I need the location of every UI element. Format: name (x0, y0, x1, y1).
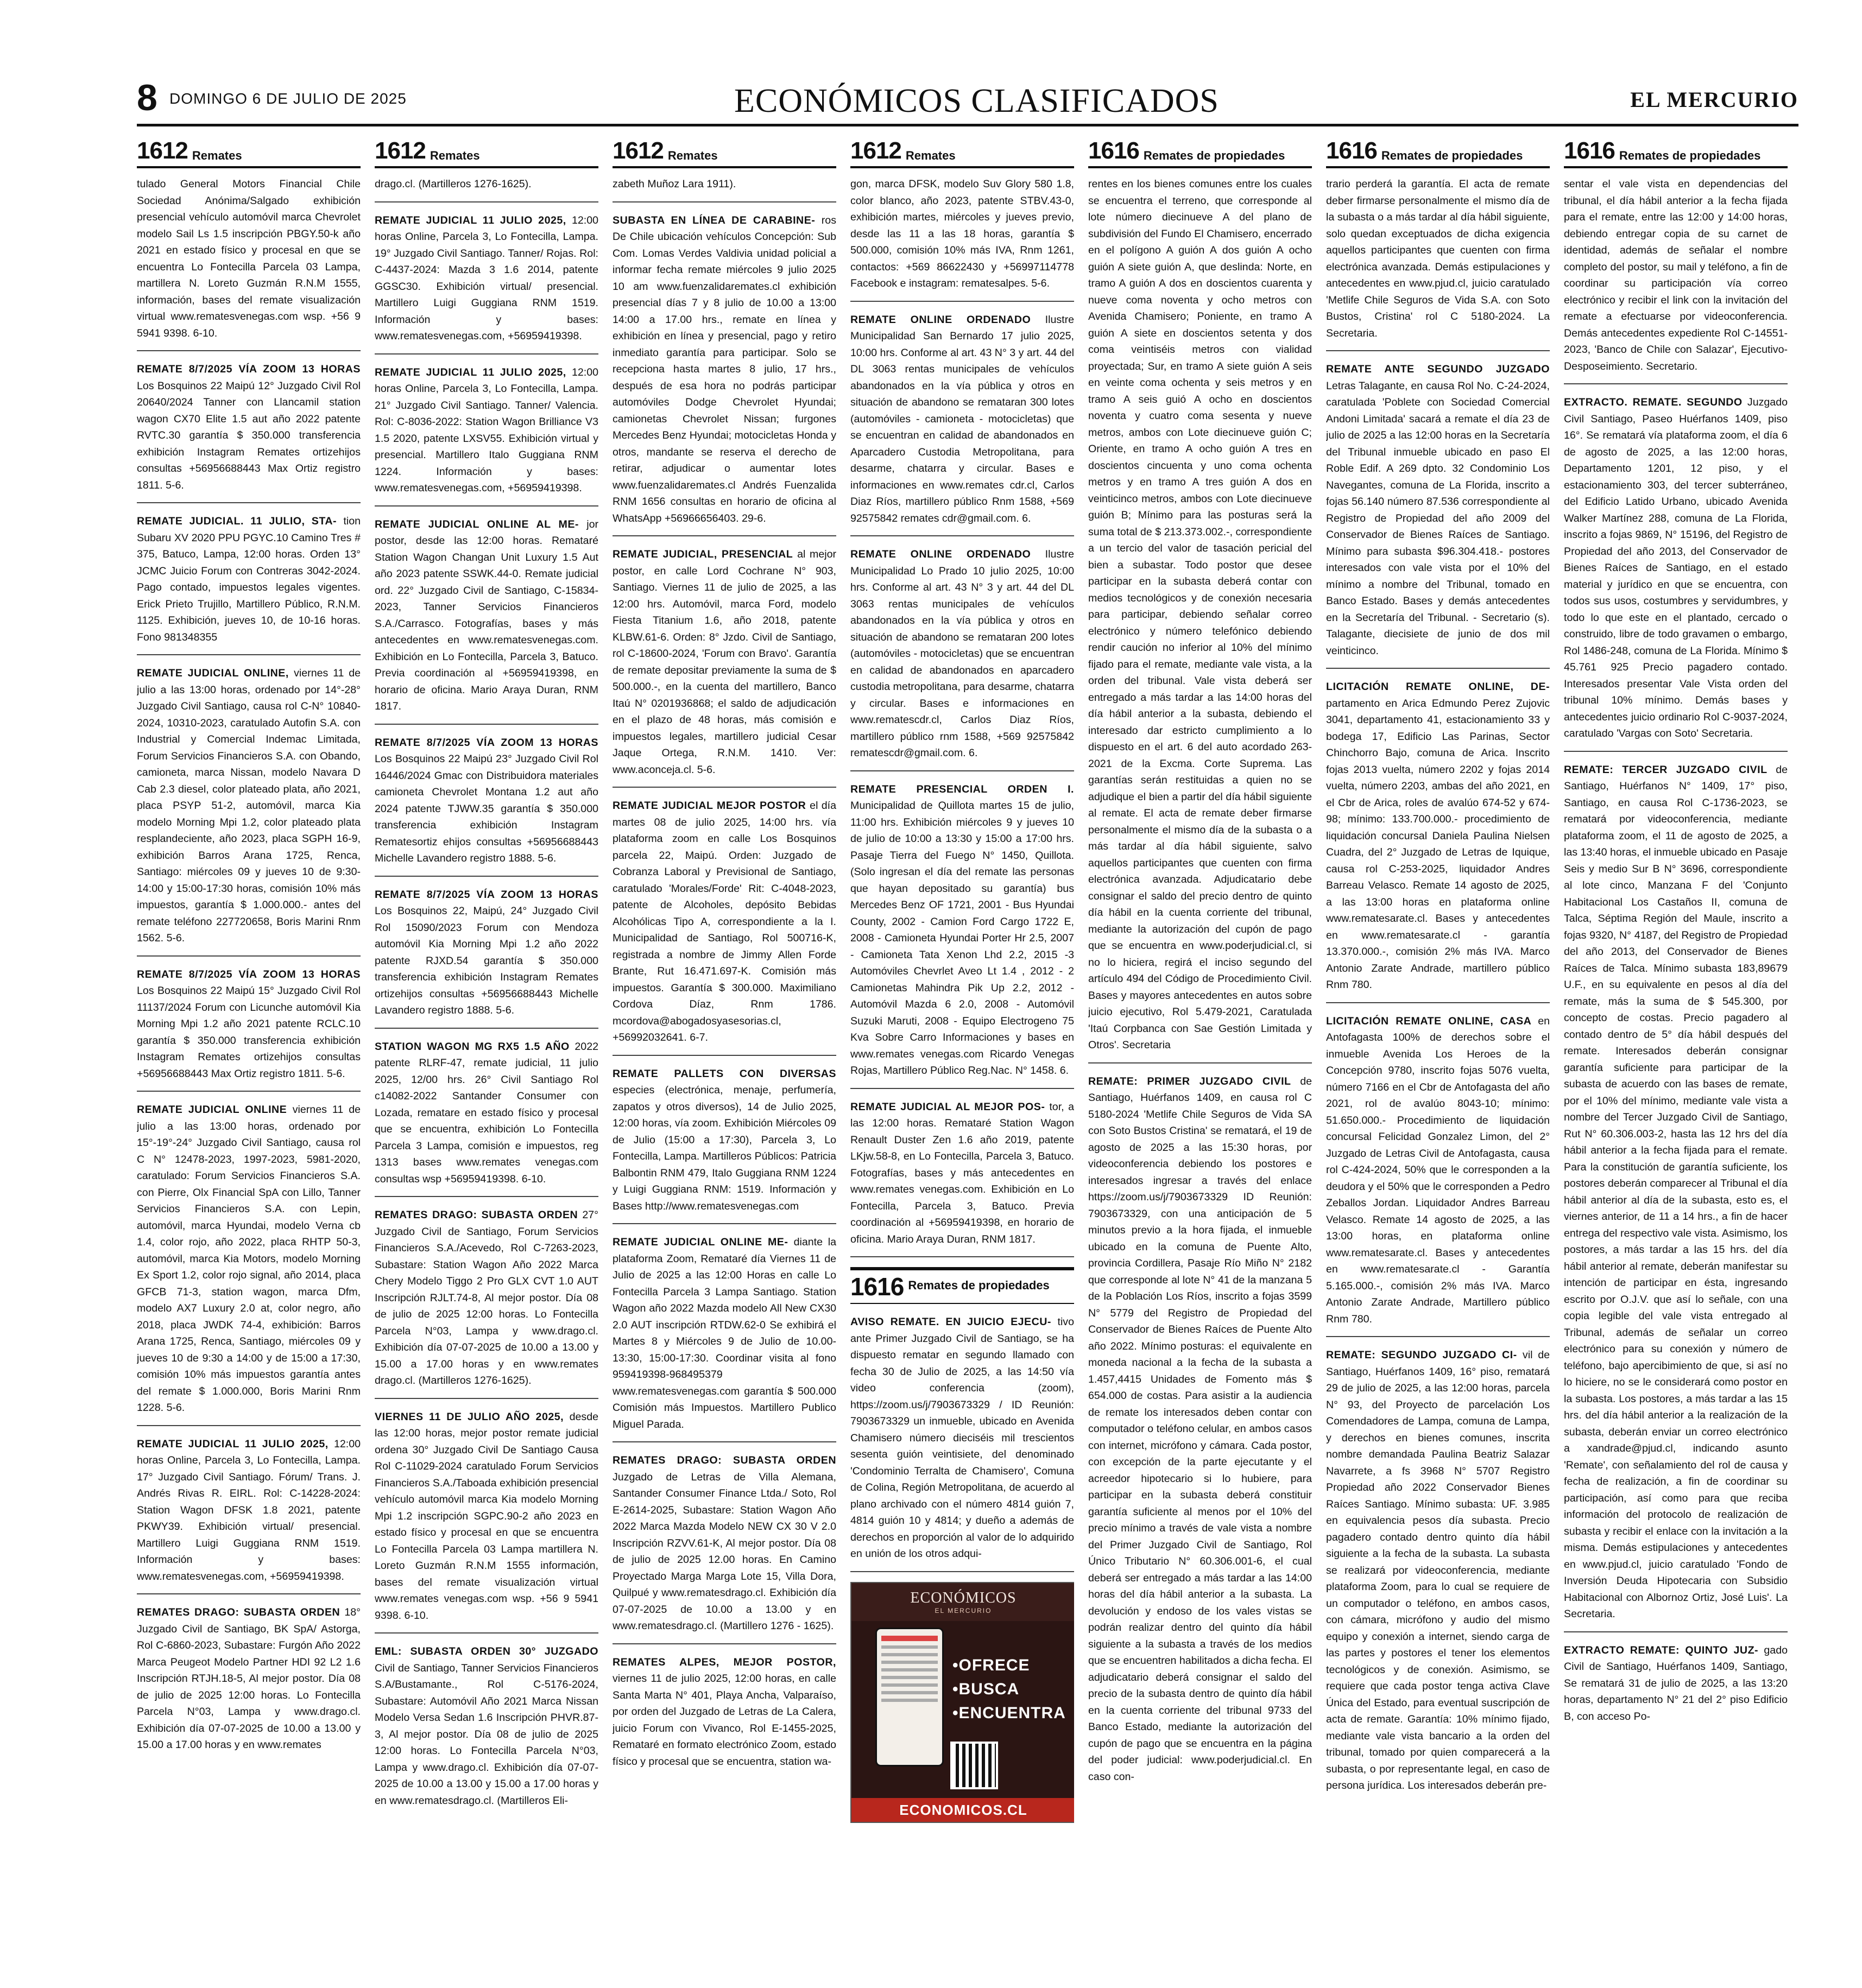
column-body (1088, 168, 1312, 1794)
ad-text: Juzgado Civil Santiago, Paseo Huérfanos 1409, piso 16°. Se rematará vía plataforma zoom, el día 6 de agosto de 2025, a las 12:00 horas, Departamento 1201, 12 piso, y el estacionamiento 303, del tercer subterráneo, del Edificio Latido Urbano, ubicado Avenida Walker Martínez 288, comuna de La Florida, inscrito a fojas 9869, N° 15196, del Registro de Propiedad del año 2013, del Conservador de Bienes Raíces de Santiago, en el estado material y jurídico en que se encuentra, con todos sus usos, costumbres y servidumbres, y todo lo que este en el plantado, cercado o construido, libre de todo gravamen o embargo, Rol 1486-248, comuna de La Florida. Mínimo $ 45.761 925 Precio pagadero contado. Interesados presentar Vale Vista orden del tribunal 10% mínimo. Demás bases y antecedentes juicio ordinario Rol C-9037-2024, caratulado 'Vargas con Soto' Secretaria. (1564, 396, 1788, 739)
column-body (850, 168, 1074, 1823)
ad-text: Juzgado de Letras de Villa Alemana, Santander Consumer Finance Ltda./ Soto, Rol E-2614-2025, Subastare: Station Wagon Año 2022 Marca Mazda Modelo NEW CX 30 V 2.0 Inscripción RZVV.61-K, Al mejor postor. Día 08 de julio de 2025 12.00 horas. En Camino Proyectado Marga Marga Lote 15, Villa Dora, Quilpué y www.rematesdrago.cl. Exhibición día 07-07-2025 de 10.00 a 13.00 y en www.rematesdrago.cl. (Martillero 1276 - 1625). (613, 1471, 836, 1632)
ad-text: gon, marca DFSK, modelo Suv Glory 580 1.8, color blanco, año 2023, patente STBV.43-0, exhibición martes, miércoles y jueves previo, desde las 11 a las 18 horas, garantía $ 500.000, comisión 10% más IVA, Rnm 1261, contactos: +569 86622430 y +56997114778 Facebook e instagram: rematesalpes. 5-6. (850, 178, 1074, 289)
ad-text: tivo ante Primer Juzgado Civil de Santiago, se ha dispuesto rematar en segundo llamado con fecha 30 de Julio de 2025, a las 14:50 vía video conferencia (zoom), https://zoom.us/j/7903673329 / ID Reunión: 7903673329 un inmueble, ubicado en Avenida Chamisero número dieciséis mil trescientos sesenta guión veintisiete, del denominado 'Condominio Terralta de Chamisero', Comuna de Colina, Región Metropolitana, de acuerdo al plano archivado con el número 4814 guión 7, 4814 guión 10 y 4814; y dueño a además de derechos en proporción al valor de lo adquirido en unión de los otros adqui- (850, 1316, 1074, 1560)
ad-lead: REMATE JUDICIAL 11 JULIO 2025, (375, 366, 572, 378)
phone-illustration (875, 1628, 944, 1767)
classified-ad (1326, 176, 1550, 351)
column-section-header (1088, 130, 1312, 168)
ad-text: Los Bosquinos 22 Maipú 12° Juzgado Civil Rol 20640/2024 Tanner con Llancamil station wagon CX70 Elite 1.5 aut año 2022 patente RVTC.30 garantía $ 350.000 transferencia exhibición Instagram Remates ortizehijos consultas +56956688443 Max Ortiz registro 1811. 5-6. (137, 379, 361, 491)
classified-ad (1088, 1073, 1312, 1794)
phone-screen-line (881, 1699, 938, 1702)
classified-ad (137, 176, 361, 351)
ad-text: viernes 11 de julio 2025, 12:00 horas, en calle Santa Marta N° 401, Playa Ancha, Valparaíso, por orden del Juzgado de Letras de La Calera, juicio Forum con Vivanco, Rol E-1455-2025, Remataré en formato electrónico Zoom, estado físico y procesal que se encuentra, station wa- (613, 1673, 836, 1768)
classified-ad (375, 1643, 598, 1818)
classified-ad (850, 176, 1074, 302)
classified-column (850, 130, 1074, 1979)
ad-text: 2022 patente RLRF-47, remate judicial, 11 julio 2025, 12/00 hrs. 26° Civil Santiago Rol c14082-2022 Santander Consumer con Lozada, rematare en estado físico y procesal que se encuentra, exhibición Lo Fontecilla Parcela 3 Lampa, comisión e impuestos, reg 1313 bases www.remates venegas.com consultas wsp +56959419398. 6-10. (375, 1040, 598, 1185)
ad-text: Ilustre Municipalidad Lo Prado 10 julio 2025, 10:00 hrs. Conforme al art. 43 N° 3 y art. 44 del DL 3063 rentas municipales de vehículos abandonados en la vía pública y otros en situación de abandono se remataran 200 lotes (automóviles - motocicletas) que se encuentran en calidad de abandonados en aparcadero custodia metropolitana, para desarme, chatarra y circular. Bases e informaciones en www.rematescdr.cl, Carlos Diaz Ríos, martillero público rnm 1588, +569 92575842 rematescdr@gmail.com. 6. (850, 548, 1074, 759)
column-body (375, 168, 598, 1818)
section-name: Remates de propiedades (1619, 149, 1761, 162)
ad-lead: AVISO REMATE. EN JUICIO EJECU- (850, 1316, 1058, 1328)
ad-text: Civil de Santiago, Tanner Servicios Financieros S.A/Bustamante., Rol C-5176-2024, Subastare: Automóvil Año 2021 Marca Nissan Modelo Versa Sedan 1.6 Inscripción PHVR.87-3, Al mejor postor. Día 08 de julio de 2025 12:00 horas. Lo Fontecilla Parcela N°03, Lampa y www.drago.cl. Exhibición día 07-07-2025 de 10.00 a 13.00 y 15.00 a 17.00 horas y en www.rematesdrago.cl. (Martilleros Eli- (375, 1662, 598, 1807)
section-code: 1616 (850, 1272, 904, 1301)
section-name: Remates de propiedades (908, 1278, 1050, 1292)
section-name: Remates (430, 149, 480, 162)
ad-lead: REMATES ALPES, MEJOR POSTOR, (613, 1656, 836, 1668)
inline-section-header (850, 1267, 1074, 1304)
classified-ad (137, 665, 361, 957)
ad-lead: REMATE 8/7/2025 VÍA ZOOM 13 HORAS (375, 736, 598, 749)
economicos-promo-banner[interactable] (850, 1582, 1074, 1823)
ad-lead: STATION WAGON MG RX5 1.5 AÑO (375, 1040, 575, 1053)
section-name: Remates de propiedades (1381, 149, 1523, 162)
phone-screen-line (881, 1683, 938, 1687)
column-section-header (137, 130, 361, 168)
ad-lead: REMATE JUDICIAL. 11 JULIO, STA- (137, 515, 344, 527)
phone-screen-line (881, 1691, 938, 1694)
ad-text: 12:00 horas Online, Parcela 3, Lo Fontecilla, Lampa. 21° Juzgado Civil Santiago. Tanner/ Valencia. Rol: C-8036-2022: Station Wagon Brilliance V3 1.5 2020, patente LXSV55. Exhibición virtual y presencial. Martillero Italo Guggiana RNM 1224. Información y bases: www.rematesvenegas.com, +56959419398. (375, 366, 598, 494)
classified-ad (375, 212, 598, 354)
classified-ad (613, 1452, 836, 1644)
column-section-header (1326, 130, 1550, 168)
section-code: 1616 (1564, 137, 1615, 164)
classified-ad (850, 546, 1074, 771)
promo-logo-bar (851, 1583, 1074, 1621)
promo-url[interactable]: ECONOMICOS.CL (851, 1798, 1074, 1822)
ad-lead: REMATE PALLETS CON DIVERSAS (613, 1067, 836, 1080)
promo-word: •OFRECE (952, 1656, 1030, 1674)
classified-ad (137, 361, 361, 503)
section-code: 1612 (375, 137, 426, 164)
classified-ad (613, 1654, 836, 1779)
classified-ad (850, 1099, 1074, 1258)
ad-lead: REMATE JUDICIAL ONLINE, (137, 667, 294, 679)
classified-ad (1326, 679, 1550, 1003)
ad-lead: REMATE: SEGUNDO JUZGADO CI- (1326, 1349, 1523, 1361)
section-name: Remates (667, 149, 718, 162)
section-name: Remates de propiedades (1143, 149, 1285, 162)
ad-text: ros De Chile ubicación vehículos Concepción: Sub Com. Lomas Verdes Valdivia unidad policial a informar fecha remate miércoles 9 julio 2025 10 am www.fuenzalidaremates.cl exhibición presencial días 7 y 8 julio de 10.00 a 13:00 14:00 a 17.00 hrs., remate en línea y exhibición en línea y presencial, pago y retiro inmediato garantía para participar. Solo se recepciona hasta martes 8 julio, 17 hrs., después de esa hora no podrás participar automóviles Dodge Chevrolet Hyundai; camionetas Chevrolet Nissan; furgones Mercedes Benz Hyundai; motocicletas Honda y otros, mandante se reserva el derecho de retirar, adjudicar o aumentar lotes www.fuenzalidaremates.cl Andrés Fuenzalida RNM 1656 consultas en horario de oficina al WhatsApp +56966656403. 29-6. (613, 214, 836, 524)
column-section-header (613, 130, 836, 168)
section-code: 1612 (613, 137, 664, 164)
ad-text: Los Bosquinos 22, Maipú, 24° Juzgado Civil Rol 15090/2023 Forum con Mendoza automóvil Kia Morning Mpi 1.2 año 2022 patente RJXD.54 garantía $ 350.000 transferencia exhibición Instagram Remates ortizehijos consultas +56956688443 Michelle Lavandero registro 1888. 5-6. (375, 905, 598, 1016)
ad-text: Ilustre Municipalidad San Bernardo 17 julio 2025, 10:00 hrs. Conforme al art. 43 N° 3 y art. 44 del DL 3063 rentas municipales de vehículos abandonados en la vía pública y otros en situación de abandono se remataran 300 lotes (automóviles - camioneta - motocicletas) que se encuentran en calidad de abandonados en Aparcadero Custodia Metropolitana, para desarme, chatarra y circular. Bases e informaciones en www.remates cdr.cl, Carlos Diaz Ríos, martillero público Rnm 1588, +569 92575842 remates cdr@gmail.com. 6. (850, 313, 1074, 524)
ad-lead: REMATE: PRIMER JUZGADO CIVIL (1088, 1075, 1301, 1087)
classified-ad (613, 1234, 836, 1442)
ad-text: tulado General Motors Financial Chile Sociedad Anónima/Salgado exhibición presencial vehículo automóvil marca Chevrolet modelo Sail Ls 1.5 inscripción PBGY.50-k año 2021 en estado físico y procesal en que se encuentra Lo Fontecilla Parcela 03 Lampa, martillera N. Loreto Guzmán R.N.M 1555, información, bases del remate visualización virtual www.rematesvenegas.com wsp. +56 9 5941 9398. 6-10. (137, 178, 361, 339)
ad-lead: REMATE JUDICIAL ONLINE (137, 1104, 293, 1116)
ad-text: Los Bosquinos 22 Maipú 15° Juzgado Civil Rol 11137/2024 Forum con Licunche automóvil Kia Morning Mpi 1.2 año 2021 patente RCLC.10 garantía $ 350.000 transferencia exhibición Instagram Remates ortizehijos consultas +56956688443 Max Ortiz registro 1811. 5-6. (137, 985, 361, 1080)
phone-screen-line (881, 1645, 938, 1649)
ad-lead: REMATE ONLINE ORDENADO (850, 548, 1045, 560)
ad-text: partamento en Arica Edmundo Perez Zujovic 3041, departamento 41, estacionamiento 33 y bodega 17, Edificio Las Parinas, Sector Chinchorro Bajo, comuna de Arica. Inscrito fojas 2013 vuelta, número 2202 y fojas 2014 vuelta, número 2203, ambas del año 2021, en el Cbr de Arica, roles de avalúo 674-52 y 674-98; mínimo: 133.700.000.- procedimiento de liquidación concursal Daniela Paulina Nielsen Cuadra, del 2° Juzgado de Letras de Iquique, causa rol C-253-2025, liquidador Andres Barreau Velasco. Remate 14 agosto de 2025, a las 13:00 horas en plataforma online www.rematesarate.cl. Bases y antecedentes en www.rematesarate.cl - garantía 13.370.000.-, comisión 2% más IVA. Marco Antonio Zarate Andrade, martillero público Rnm 780. (1326, 697, 1550, 991)
ad-text: tor, a las 12:00 horas. Remataré Station Wagon Renault Duster Zen 1.6 año 2019, patente LKjw.58-8, en Lo Fontecilla, Parcela 3, Batuco. Fotografías, bases y más antecedentes en www.remates venegas.com. Exhibición en Lo Fontecilla, Parcela 3, Batuco. Previa coordinación al +56959419398, en horario de oficina. Mario Araya Duran, RNM 1817. (850, 1100, 1074, 1245)
ad-text: viernes 11 de julio a las 13:00 horas, ordenado por 15°-19°-24° Juzgado Civil Santiago, causa rol C N° 12478-2023, 1997-2023, 5981-2020, caratulado: Forum Servicios Financieros S.A. con Pierre, Olx Financial SpA con Lillo, Tanner Servicios Financieros S.A. con Lepin, automóvil, marca Hyundai, modelo Verna cb 1.4, color rojo, año 2022, placa RHTP 50-3, automóvil, marca Kia Motors, modelo Morning Ex Sport 1.2, color rojo signal, año 2014, placa GFCB 71-3, station wagon, marca Dfm, modelo AX7 Luxury 2.0 at, color negro, año 2018, placa JWDK 74-4, exhibición: Barros Arana 1725, Renca, Santiago, miércoles 09 y jueves 10 de 9:30 a 14:00 y de 15:00 a 17:30, comisión 10% más impuestos garantía antes del remate $ 1.000.000, Boris Marini Rnm 1228. 5-6. (137, 1104, 361, 1414)
classified-ad (613, 212, 836, 537)
classified-ad (375, 887, 598, 1029)
ad-text: desde las 12:00 horas, mejor postor remate judicial ordena 30° Juzgado Civil De Santiago Causa Rol C-11029-2024 caratulado Forum Servicios Financieros S.A./Taboada exhibición presencial vehículo automóvil marca Kia modelo Morning Mpi 1.2 inscripción SGPC.90-2 año 2023 en estado físico y procesal en que se encuentra Lo Fontecilla Parcela 03 Lampa martillera N. Loreto Guzmán R.N.M 1555 información, bases del remate visualización virtual www.remates venegas.com wsp. +56 9 5941 9398. 6-10. (375, 1410, 598, 1622)
classified-ad (613, 1066, 836, 1225)
section-code: 1612 (850, 137, 901, 164)
ad-text: 18° Juzgado Civil de Santiago, BK SpA/ Astorga, Rol C-6860-2023, Subastare: Furgón Año 2022 Marca Peugeot Modelo Partner HDI 92 L2 1.6 Inscripción RTJH.18-5, Al mejor postor. Día 08 de julio de 2025 12:00 horas. Lo Fontecilla Parcela N°03, Lampa y www.drago.cl. Exhibición día 07-07-2025 de 10.00 a 13.00 y 15.00 a 17.00 horas y en www.remates (137, 1606, 361, 1751)
phone-screen-line (881, 1653, 938, 1656)
ad-lead: VIERNES 11 DE JULIO AÑO 2025, (375, 1410, 570, 1423)
classified-column (1564, 130, 1788, 1979)
phone-screen-bar (881, 1636, 938, 1641)
qr-code-icon (950, 1742, 998, 1789)
masthead-logo: EL MERCURIO (1630, 87, 1798, 112)
classified-column (1088, 130, 1312, 1979)
ad-lead: REMATES DRAGO: SUBASTA ORDEN (613, 1454, 836, 1466)
ad-lead: REMATE JUDICIAL MEJOR POSTOR (613, 800, 810, 812)
ad-text: 12:00 horas Online, Parcela 3, Lo Fontecilla, Lampa. 17° Juzgado Civil Santiago. Fórum/ Trans. J. Andrés Rivas R. EIRL. Rol: C-14228-2024: Station Wagon DFSK 1.8 2021, patente PKWY39. Exhibición virtual/ presencial. Martillero Luigi Guggiana RNM 1519. Información y bases: www.rematesvenegas.com, +56959419398. (137, 1438, 361, 1582)
ad-lead: REMATE JUDICIAL AL MEJOR POS- (850, 1100, 1050, 1113)
section-code: 1616 (1088, 137, 1139, 164)
classified-ad (137, 513, 361, 655)
ad-lead: EXTRACTO. REMATE. SEGUNDO (1564, 396, 1747, 408)
classified-column (613, 130, 836, 1979)
classified-ad (137, 1604, 361, 1762)
classified-ad (1088, 176, 1312, 1063)
ad-text: trario perderá la garantía. El acta de remate deber firmarse personalmente el mismo día de la subasta o a más tardar al día hábil siguiente, solo quedan exceptuados de dicha exigencia aquellos participantes que cuenten con firma electrónica avanzada. Demás estipulaciones y antecedentes en www.pjud.cl, juicio caratulado 'Metlife Chile Seguros de Vida S.A. con Soto Bustos, Cristina' rol C 5180-2024. La Secretaria. (1326, 178, 1550, 339)
ad-lead: LICITACIÓN REMATE ONLINE, CASA (1326, 1015, 1538, 1027)
page-date: DOMINGO 6 DE JULIO DE 2025 (169, 90, 407, 107)
ad-lead: LICITACIÓN REMATE ONLINE, DE- (1326, 681, 1550, 693)
classified-ad (375, 1039, 598, 1198)
ad-lead: REMATE JUDICIAL ONLINE ME- (613, 1236, 794, 1248)
classified-column (375, 130, 598, 1979)
ad-text: sentar el vale vista en dependencias del tribunal, el día hábil anterior a la fecha fijada para el remate, entre las 12:00 y 14:00 horas, debiendo entregar copia de su carnet de identidad, además de señalar el nombre completo del postor, su mail y teléfono, a fin de coordinar su participación vía correo electrónico y recibir el link con la invitación del remate a efectuarse por videoconferencia. Demás antecedentes expediente Rol C-14551-2023, 'Banco de Chile con Salazar', Ejecutivo- Desposeimiento. Secretario. (1564, 178, 1788, 372)
ad-text: jor postor, desde las 12:00 horas. Remataré Station Wagon Changan Unit Luxury 1.5 Aut año 2023 patente SSWK.44-0. Remate judicial ord. 22° Juzgado Civil de Santiago, C-15834-2023, Tanner Servicios Financieros S.A./Carrasco. Fotografías, bases y más antecedentes en www.rematesvenegas.com. Exhibición en Lo Fontecilla, Parcela 3, Batuco. Previa coordinación al +56959419398, en horario de oficina. Mario Araya Duran, RNM 1817. (375, 518, 598, 712)
phone-screen-line (881, 1676, 938, 1679)
ad-lead: REMATE ANTE SEGUNDO JUZGADO (1326, 363, 1550, 375)
ad-lead: REMATE ONLINE ORDENADO (850, 313, 1045, 326)
ad-lead: REMATE 8/7/2025 VÍA ZOOM 13 HORAS (137, 968, 361, 980)
ad-text: 12:00 horas Online, Parcela 3, Lo Fontecilla, Lampa. 19° Juzgado Civil Santiago. Tanner/ Rojas. Rol: C-4437-2024: Mazda 3 1.6 2014, patente GGSC30. Exhibición virtual/ presencial. Martillero Luigi Guggiana RNM 1519. Información y bases: www.rematesvenegas.com, +56959419398. (375, 214, 598, 342)
ad-text: de Santiago, Huérfanos 1409, en causa rol C 5180-2024 'Metlife Chile Seguros de Vida SA con Soto Bustos Cristina' se rematará, el 19 de agosto de 2025 a las 15:30 horas, por videoconferencia debiendo los postores e interesados ingresar a través del enlace https://zoom.us/j/7903673329 ID Reunión: 7903673329, con una anticipación de 5 minutos previo a la hora fijada, el inmueble ubicado en la comuna de Puente Alto, provincia Cordillera, Pasaje Río Miño N° 2182 que corresponde al lote N° 41 de la manzana 5 de la Población Los Ríos, inscrito a fojas 3599 N° 5779 del Registro de Propiedad del Conservador de Bienes Raíces de Puente Alto año 2022. Mínimo posturas: el equivalente en moneda nacional a la fecha de la subasta a 1.457,4415 Unidades de Fomento más $ 654.000 de costas. Para asistir a la audiencia de remate los interesados deben contar con computador o teléfono celular, en ambos casos con internet, micrófono y cámara. Cada postor, con excepción de la parte ejecutante y el acreedor hipotecario si lo hubiere, para participar en la subasta deberá constituir garantía suficiente al menos por el 10% del precio mínimo a través de vale vista a nombre del Primer Juzgado Civil de Santiago, Rol Único Tributario N° 60.306.001-6, el cual deberá ser entregado a más tardar a las 14:00 horas del día hábil anterior a la subasta. La devolución y endoso de los vales vistas se podrán realizar dentro del quinto día hábil siguiente a la subasta a través de los medios que se encuentren habilitados a dicha fecha. El adjudicatario deberá consignar el saldo del precio de la subasta dentro de quinto día hábil en la cuenta corriente del tribunal 9733 del Banco Estado, mediante la autorización del cupón de pago que se encuentra en la página del poder judicial: www.poderjudicial.cl. En caso con- (1088, 1075, 1312, 1783)
classified-ad (137, 966, 361, 1092)
ad-lead: EML: SUBASTA ORDEN 30° JUZGADO (375, 1645, 598, 1657)
column-body (137, 168, 361, 1762)
classified-ad (1564, 1642, 1788, 1734)
ad-text: Municipalidad de Quillota martes 15 de julio, 11:00 hrs. Exhibición miércoles 9 y jueves 10 de julio de 10:00 a 13:30 y 15:00 a 17:00 hrs. Pasaje Tierra del Fuego N° 1450, Quillota. (Solo ingresan el día del remate las personas que hayan depositado su garantía) bus Mercedes Benz OF 1721, 2001 - Bus Hyundai County, 2002 - Camion Ford Cargo 1722 E, 2008 - Camioneta Hyundai Porter Hr 2.5, 2007 - Camioneta Tata Xenon Lhd 2.2, 2015 -3 Automóviles Chevrlet Aveo Lt 1.4 , 2012 - 2 Camionetas Mahindra Pik Up 2.2, 2012 -Automóvil Mazda 6 2.0, 2008 - Automóvil Suzuki Maruti, 2008 - Equipo Electrogeno 75 Kva Sobre Carro Informaciones y bases en www.remates venegas.com Ricardo Venegas Rojas, Martillero Público Reg.Nac. N° 1458. 6. (850, 800, 1074, 1077)
ad-text: especies (electrónica, menaje, perfumería, zapatos y otros diversos), 14 de Julio 2025, 12:00 horas, vía zoom. Exhibición Miércoles 09 de Julio (15:00 a 17:30), Parcela 3, Lo Fontecilla, Lampa. Martilleros Públicos: Patricia Balbontin RNM 479, Italo Guggiana RNM 1224 y Luigi Guggiana RNM: 1519. Información y Bases http://www.rematesvenegas.com (613, 1084, 836, 1212)
classified-ad (1564, 394, 1788, 752)
classified-ad (375, 735, 598, 877)
promo-logo: ECONÓMICOS (910, 1589, 1017, 1606)
ad-lead: EXTRACTO REMATE: QUINTO JUZ- (1564, 1644, 1764, 1656)
ad-text: tion Subaru XV 2020 PPU PGYC.10 Camino Tres # 375, Batuco, Lampa, 12:00 horas. Orden 13° JCMC Juicio Forum con Contreras 3042-2024. Pago contado, impuestos legales vigentes. Erick Prieto Trujillo, Martillero Público, R.N.M. 1125. Exhibición, jueves 10, de 10-16 horas. Fono 981348355 (137, 515, 361, 643)
ad-lead: REMATE JUDICIAL 11 JULIO 2025, (137, 1438, 334, 1450)
classified-ad (850, 781, 1074, 1089)
classified-ad (613, 546, 836, 788)
ad-text: vil de Santiago, Huérfanos 1409, 16° piso, rematará 29 de julio de 2025, a las 12:00 horas, parcela N° 93, del Proyecto de parcelación Los Comendadores de Lampa, comuna de Lampa, y derechos en bienes comunes, inscrita nombre demandada Paulina Beatriz Salazar Navarrete, a fs 3968 N° 5707 Registro Propiedad año 2022 Conservador Bienes Raíces Santiago. Mínimo subasta: UF. 3.985 en equivalencia pesos día subasta. Precio pagadero contado dentro quinto día hábil siguiente a la fecha de la subasta. La subasta se realizará por videoconferencia, mediante plataforma Zoom, para lo cual se requiere de un computador o teléfono, en ambos casos, con cámara, micrófono y audio del mismo equipo y conexión a internet, siendo carga de las partes y postores el tener los elementos tecnológicos y de conexión. Asimismo, se requiere que cada postor tenga activa Clave Única del Estado, para eventual suscripción de acta de remate. Garantía: 10% mínimo fijado, mediante vale vista bancario a la orden del tribunal, tomado por quien comparecerá a la subasta, o por representante legal, en caso de persona jurídica. Los interesados deberán pre- (1326, 1349, 1550, 1791)
column-body (613, 168, 836, 1778)
ad-text: el día martes 08 de julio 2025, 14:00 hrs. vía plataforma zoom en calle Los Bosquinos parcela 22, Maipú. Orden: Juzgado de Cobranza Laboral y Previsional de Santiago, caratulado 'Morales/Forde' Rit: C-4048-2023, patente de Alcoholes, depósito Bebidas Alcohólicas Tipo A, correspondiente a la I. Municipalidad de Santiago, Rol 500716-K, registrada a nombre de Jimmy Allen Forde Brante, Rut 16.471.697-K. Comisión más impuestos. Garantía $ 300.000. Maximiliano Cordova Díaz, Rnm 1786. mcordova@abogadosyasesorias.cl, +56992032641. 6-7. (613, 800, 836, 1043)
classified-ad (137, 1101, 361, 1426)
ad-lead: REMATE JUDICIAL, PRESENCIAL (613, 548, 798, 560)
classified-ad (1326, 1013, 1550, 1338)
ad-lead: REMATES DRAGO: SUBASTA ORDEN (375, 1209, 583, 1221)
ad-text: gado Civil de Santiago, Huérfanos 1409, Santiago, Se rematará 31 de julio de 2025, a las 13:20 horas, departamento N° 21 del 2° piso Edificio B, con acceso Po- (1564, 1644, 1788, 1723)
section-name: Remates (905, 149, 956, 162)
ad-text: Los Bosquinos 22 Maipú 23° Juzgado Civil Rol 16446/2024 Gmac con Distribuidora materiales camioneta Chevrolet Montana 1.2 aut año 2024 patente TJWW.35 garantía $ 350.000 transferencia exhibición Instagram Rematesortiz ehijos consultas +56956688443 Michelle Lavandero registro 1888. 5-6. (375, 753, 598, 864)
ad-lead: REMATE JUDICIAL 11 JULIO 2025, (375, 214, 572, 226)
classified-ad (850, 312, 1074, 537)
classified-ad (375, 1409, 598, 1634)
ad-text: de Santiago, Huérfanos N° 1409, 17° piso, Santiago, en causa Rol C-1736-2023, se rematará por videoconferencia, mediante plataforma zoom, el 11 de agosto de 2025, a las 13:40 horas, el inmueble ubicado en Pasaje Seis y medio Sur B N° 3696, correspondiente al lote cinco, Manzana F del 'Conjunto Habitacional Los Castaños II, comuna de Talca, Séptima Región del Maule, inscrito a fojas 9320, N° 4187, del Registro de Propiedad del año 2013, del Conservador de Bienes Raíces de Talca. Mínimo subasta 183,89679 U.F., en su equivalente en pesos al día del remate, más la suma de $ 545.300, por concepto de costas. Precio pagadero al contado dentro de 5° día hábil después del remate. Interesados deberán consignar garantía suficiente para participar de la subasta de acuerdo con las bases de remate, por el 10% del mínimo, mediante vale vista a nombre del Tercer Juzgado Civil de Santiago, Rut N° 60.306.003-2, hasta las 12 hrs del día hábil anterior a la fecha fijada para el remate. Para la constitución de garantía suficiente, los postores deberán comparecer al Tribunal el día hábil anterior al día de la subasta, esto es, el viernes anterior, de 11 a 14 hrs., a fin de hacer entrega del respectivo vale vista. Asimismo, los postores, a más tardar a las 15 hrs. del día hábil anterior al remate, deberán manifestar su intención de participar en ésta, ingresando escrito por O.J.V. que así lo señale, con una copia legible del vale vista entregado al Tribunal, además de señalar un correo electrónico para su conexión y número de teléfono, bajo apercibimiento de que, si así no lo hiciere, no se le considerará como postor en la subasta. Los postores, a más tardar a las 15 hrs. del día hábil anterior a la realización de la subasta, deberán enviar un correo electrónico a xandrade@pjud.cl, indicando asunto 'Remate', con señalamiento del rol de causa y fecha de realización, a fin de coordinar su participación, así como para que reciba información del protocolo de realización de subasta y recibir el enlace con la invitación a la misma. Demás estipulaciones y antecedentes en www.pjud.cl, juicio caratulado 'Fondo de Inversión Deuda Hipotecaria con Subsidio Habitacional con Albornoz Ortiz, José Luis'. La Secretaria. (1564, 763, 1788, 1620)
column-body (1564, 168, 1788, 1733)
ad-lead: REMATE 8/7/2025 VÍA ZOOM 13 HORAS (137, 363, 361, 375)
promo-word: •ENCUENTRA (952, 1704, 1066, 1722)
classified-ad (375, 1207, 598, 1399)
ad-text: diante la plataforma Zoom, Remataré día Viernes 11 de Julio de 2025 a las 12:00 Horas en calle Lo Fontecilla Parcela 3 Lampa Santiago. Station Wagon año 2022 Mazda modelo All New CX30 2.0 AUT inscripción RTDW.62-0 Se exhibirá el Martes 8 y Miércoles 9 de Julio de 10.00-13:30, 15:00-17:30. Coordinar visita al fono 959419398-968495379 www.rematesvenegas.com garantía $ 500.000 Comisión más Impuestos. Martillero Publico Miguel Parada. (613, 1236, 836, 1430)
ad-text: al mejor postor, en calle Lord Cochrane N° 903, Santiago. Viernes 11 de julio de 2025, a las 12:00 hrs. Automóvil, marca Ford, modelo Fiesta Titanium 1.6, año 2018, patente KLBW.61-6. Orden: 8° Jzdo. Civil de Santiago, rol C-18600-2024, 'Forum con Bravo'. Garantía de remate depositar previamente la suma de $ 500.000.-, en la cuenta del martillero, Banco Itaú N° 0201936868; el saldo de adjudicación en el plazo de 48 horas, más comisión e impuestos legales, martillero judicial Cesar Jaque Ortega, R.N.M. 1410. Ver: www.aconceja.cl. 5-6. (613, 548, 836, 776)
classified-ad (850, 1314, 1074, 1572)
ad-text: en Antofagasta 100% de derechos sobre el inmueble Avenida Los Heroes de la Concepción 9780, inscrito fojas 5076 vuelta, número 7166 en el Cbr de Antofagasta del año 2021, rol de avalúo 8043-10; mínimo: 51.650.000.- Procedimiento de liquidación concursal Felicidad Gonzalez Limon, del 2° Juzgado de Letras Civil de Antofagasta, causa rol C-424-2024, 50% que le corresponden a la deudora y el 50% que le corresponden a Pedro Zeballos Jordan. Liquidador Andres Barreau Velasco. Remate 14 agosto de 2025, a las 13:00 horas, en plataforma online www.rematesarate.cl. Bases y antecedentes en www.rematesarate.cl - Garantía 5.165.000.-, comisión 2% más IVA. Marco Antonio Zarate Andrade, Martillero público Rnm 780. (1326, 1015, 1550, 1325)
promo-logo-sub: EL MERCURIO (935, 1606, 992, 1615)
ad-lead: REMATE: TERCER JUZGADO CIVIL (1564, 763, 1776, 776)
classified-ad (1564, 176, 1788, 384)
classified-ad (1326, 361, 1550, 669)
column-section-header (375, 130, 598, 168)
section-code: 1616 (1326, 137, 1377, 164)
ad-lead: REMATES DRAGO: SUBASTA ORDEN (137, 1606, 345, 1618)
phone-screen-line (881, 1661, 938, 1664)
promo-slogan (952, 1654, 1066, 1725)
classified-ad (1564, 762, 1788, 1632)
ad-text: drago.cl. (Martilleros 1276-1625). (375, 178, 532, 190)
ad-lead: REMATE 8/7/2025 VÍA ZOOM 13 HORAS (375, 888, 598, 901)
ad-text: rentes en los bienes comunes entre los cuales se encuentra el terreno, que corresponde al lote número diecinueve A del plano de subdivisión del Fundo El Chamisero, encerrado en el polígono A guión A dos guión A ocho guión A siete guión A, que deslinda: Norte, en tramo A guión A dos en doscientos cuarenta y nueve coma noventa y ocho metros con Avenida Chamisero; Poniente, en tramo A guión A siete en doscientos setenta y dos coma veintiséis metros con vialidad proyectada; Sur, en tramo A siete guión A seis en veinte coma ochenta y seis metros y en tramo A seis guió A ocho en doscientos noventa y cuatro coma sesenta y nueve metros, ambos con Lote diecinueve guión C; Oriente, en tramo A ocho guión A tres en doscientos cincuenta y uno coma ochenta metros y en tramo A tres guión A dos en veinticinco metros, ambos con Lote diecinueve guión B; Mínimo para las posturas será la suma total de $ 213.373.002.-, correspondiente a un tercio del valor de tasación pericial del bien a subastar. Todo postor que desee participar en la subasta deberá contar con medios tecnológicos y de conexión necesaria para participar, debiendo señalar correo electrónico y número telefónico debiendo rendir caución no inferior al 10% del mínimo fijado para el remate, mediante vale vista, a la orden del tribunal. Vale vista deberá ser entregado a más tardar a las 14:00 horas del día hábil anterior a la subasta, debiendo el interesado dar estricto cumplimiento a lo dispuesto en el art. 6 del auto acordado 263-2021 de la Excma. Corte Suprema. Las garantías serán restituidas a quien no se adjudique el bien a partir del día hábil siguiente al remate. El acta de remate deber firmarse personalmente el mismo día de la subasta o a más tardar al día hábil siguiente, salvo aquellos participantes que cuenten con firma electrónica avanzada. Adjudicatario debe consignar el saldo del precio dentro de quinto día hábil en la cuenta corriente del tribunal, mediante la autorización del cupón de pago que se encuentra en www.poderjudicial.cl, si no lo hiciera, regirá el inciso segundo del artículo 494 del Código de Procedimiento Civil. Bases y mayores antecedentes en autos sobre juicio ejecutivo, Rol 5.479-2021, Caratulada 'Itaú Corpbanca con Sae Gestión Limitada y Otros'. Secretaria (1088, 178, 1312, 1051)
phone-screen-line (881, 1668, 938, 1672)
page-header (137, 76, 1798, 125)
classified-column (137, 130, 361, 1979)
classified-ad (375, 364, 598, 507)
ad-text: zabeth Muñoz Lara 1911). (613, 178, 736, 190)
ad-text: 27° Juzgado Civil de Santiago, Forum Servicios Financieros S.A./Acevedo, Rol C-7263-2023, Subastare: Station Wagon Año 2022 Marca Chery Modelo Tiggo 2 Pro GLX CVT 1.0 AUT Inscripción RJLT.74-8, Al mejor postor. Día 08 de julio de 2025 12:00 horas. Lo Fontecilla Parcela N°03, Lampa y www.drago.cl. Exhibición día 07-07-2025 de 10.00 a 13.00 y 15.00 a 17.00 horas y en www.remates drago.cl. (Martilleros 1276-1625). (375, 1209, 598, 1386)
classified-ad (137, 1436, 361, 1595)
classified-ad (1326, 1347, 1550, 1803)
ad-text: Letras Talagante, en causa Rol No. C-24-2024, caratulada 'Poblete con Sociedad Comercial Andoni Limitada' sacará a remate el día 23 de julio de 2025 a las 12:00 horas en la Secretaría del Tribunal inmueble ubicado en paso El Roble Edif. A 269 dpto. 32 Condominio Los Navegantes, comuna de La Florida, inscrito a fojas 56.140 número 87.536 correspondiente al Registro de Propiedad del año 2009 del Conservador de Bienes Raíces de Santiago. Mínimo para subasta $96.304.418.- postores interesados con vale vista por el 10% del mínimo a nombre del Tribunal, tomado en Banco Estado. Bases y demás antecedentes en la Secretaría del Tribunal. - Secretario (s). Talagante, diecisiete de junio de dos mil veinticinco. (1326, 379, 1550, 657)
ad-lead: REMATE JUDICIAL ONLINE AL ME- (375, 518, 587, 530)
classified-ad (613, 176, 836, 202)
ad-text: viernes 11 de julio a las 13:00 horas, ordenado por 14°-28° Juzgado Civil Santiago, causa rol C-N° 10840-2024, 10310-2023, caratulado Autofin S.A. con Industrial y Comercial Indemac Limitada, Forum Servicios Financieros S.A. con Obando, camioneta, marca Nissan, modelo Navara D Cab 2.3 diesel, color plateado plata, año 2021, placa PSYP 51-2, automóvil, marca Kia modelo Morning Mpi 1.2, color plateado plata resplandeciente, año 2023, placa SGPH 16-9, exhibición Barros Arana 1725, Renca, Santiago: miércoles 09 y jueves 10 de 9:30-14:00 y 15:00-17:30 horas, comisión 10% más impuestos, garantía $ 1.000.000.- antes del remate teléfono 227720658, Boris Marini Rnm 1562. 5-6. (137, 667, 361, 944)
page-number: 8 (137, 77, 157, 118)
classified-column (1326, 130, 1550, 1979)
section-name: Remates (192, 149, 242, 162)
section-code: 1612 (137, 137, 188, 164)
ad-lead: REMATE PRESENCIAL ORDEN I. (850, 783, 1074, 795)
column-body (1326, 168, 1550, 1803)
column-section-header (850, 130, 1074, 168)
header-rule (137, 124, 1798, 126)
column-section-header (1564, 130, 1788, 168)
classified-ad (613, 797, 836, 1056)
ad-lead: SUBASTA EN LÍNEA DE CARABINE- (613, 214, 822, 226)
section-title: ECONÓMICOS CLASIFICADOS (734, 83, 1219, 119)
classified-ad (375, 516, 598, 725)
classified-ad (375, 176, 598, 202)
promo-word: •BUSCA (952, 1680, 1020, 1698)
